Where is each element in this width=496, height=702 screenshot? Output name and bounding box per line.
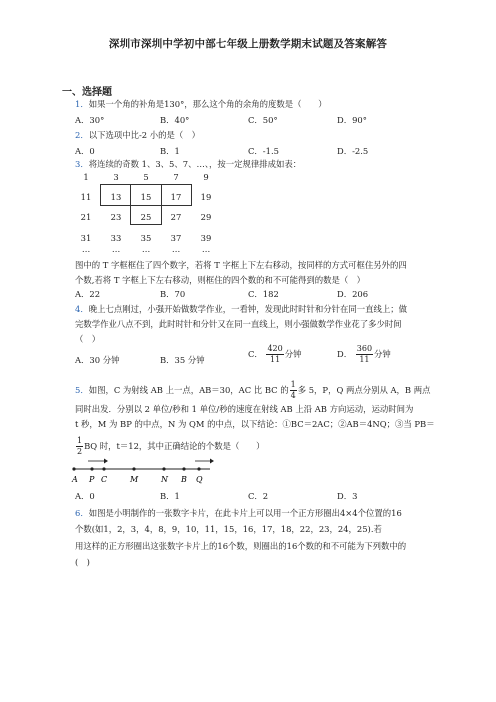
table-cell: 29 xyxy=(200,212,212,222)
section-heading: 一、选择题 xyxy=(62,87,112,98)
option-label: D． xyxy=(337,349,353,359)
fraction xyxy=(76,436,83,457)
question-text: 晚上七点刚过，小强开始做数学作业，一看钟，发现此时时针和分针在同一直线上；做 xyxy=(88,304,407,314)
option-b: B．40° xyxy=(160,115,190,125)
numerator: 420 xyxy=(267,344,283,353)
option-d xyxy=(337,344,391,365)
table-cell: 9 xyxy=(203,172,209,182)
question-text: ( ) xyxy=(75,557,90,567)
question-text: 个数,若将 T 字框上下左右移动，则框住的四个数的和不可能得到的数是（ ） xyxy=(75,275,365,285)
question-number: 4． xyxy=(75,304,89,314)
question-text: t 秒，M 为 BP 的中点，N 为 QM 的中点，以下结论：①BC＝2AC；②AB＝4NQ；③当 PB＝ xyxy=(75,419,435,429)
option-c: C．50° xyxy=(248,115,278,125)
table-cell: 3 xyxy=(113,172,119,182)
option-d: D．206 xyxy=(337,289,369,299)
option-c: C．182 xyxy=(248,289,279,299)
option-a: A．30° xyxy=(75,115,105,125)
option-c: C．-1.5 xyxy=(248,146,279,156)
denominator: 11 xyxy=(270,355,281,364)
table-cell: … xyxy=(201,244,211,254)
question-number: 3． xyxy=(75,159,89,169)
page-title: 深圳市深圳中学初中部七年级上册数学期末试题及答案解答 xyxy=(108,38,388,50)
fraction xyxy=(356,344,373,365)
question-text: 如图，C 为射线 AB 上一点，AB＝30，AC 比 BC 的 xyxy=(88,385,289,395)
table-cell: … xyxy=(81,244,91,254)
fraction xyxy=(290,380,297,401)
question-number: 5． xyxy=(75,385,89,395)
question-text: 完数学作业八点不到，此时时针和分针又在同一直线上，则小强做数学作业花了多少时间 xyxy=(75,319,402,329)
question-2 xyxy=(75,127,200,143)
numerator: 1 xyxy=(77,436,83,445)
option-a: A．30 分钟 xyxy=(75,355,120,365)
question-5 xyxy=(75,380,431,401)
ray-diagram xyxy=(70,456,230,486)
question-number: 6． xyxy=(75,508,89,518)
unit: 分钟 xyxy=(284,349,302,359)
fraction xyxy=(266,344,283,365)
numerator: 1 xyxy=(290,380,296,389)
label-m: M xyxy=(130,475,139,484)
point-m xyxy=(132,467,135,470)
label-n: N xyxy=(161,475,168,484)
option-label: C． xyxy=(248,349,263,359)
table-cell: 25 xyxy=(140,212,152,222)
label-a: A xyxy=(72,475,78,484)
table-cell: 31 xyxy=(80,233,92,243)
option-b: B．35 分钟 xyxy=(160,355,205,365)
table-cell: 27 xyxy=(170,212,182,222)
option-c: C．2 xyxy=(248,491,269,501)
question-text: 图中的 T 字框框住了四个数字，若将 T 字框上下左右移动，按同样的方式可框住另外的四 xyxy=(75,260,407,270)
option-a: A．0 xyxy=(75,146,95,156)
table-cell: 21 xyxy=(80,212,92,222)
table-cell: … xyxy=(171,244,181,254)
table-cell: 7 xyxy=(173,172,179,182)
question-text: 多 5，P，Q 两点分别从 A，B 两点 xyxy=(297,385,431,395)
table-cell: 17 xyxy=(170,192,182,202)
question-3 xyxy=(75,156,301,172)
question-text: 如图是小明制作的一张数字卡片，在此卡片上可以用一个正方形圈出4×4个位置的16 xyxy=(88,508,402,518)
question-text: 以下选项中比-2 小的是（ ） xyxy=(88,130,201,140)
table-cell: 39 xyxy=(200,233,212,243)
question-text: 将连续的奇数 1、3、5、7、…、，按一定规律排成如表： xyxy=(88,159,302,169)
numerator: 360 xyxy=(356,344,373,353)
option-a: A．0 xyxy=(75,491,95,501)
option-b: B．1 xyxy=(160,491,180,501)
question-5-line-4 xyxy=(75,436,265,457)
table-cell: 15 xyxy=(140,192,152,202)
question-text: 同时出发．分别以 2 单位/秒和 1 单位/秒的速度在射线 AB 上沿 AB 方向运动，运动时间为 xyxy=(75,404,414,414)
option-c xyxy=(248,344,302,365)
point-c xyxy=(102,467,105,470)
table-cell: 1 xyxy=(83,172,89,182)
question-number: 2． xyxy=(75,130,89,140)
table-cell: 11 xyxy=(80,192,92,202)
question-text: 用这样的正方形圈出这张数字卡片上的16个数，则圈出的16个数的和不可能为下列数中的 xyxy=(75,541,407,551)
option-d: D．3 xyxy=(337,491,358,501)
question-1 xyxy=(75,96,327,112)
option-a: A．22 xyxy=(75,289,101,299)
option-d: D．90° xyxy=(337,115,367,125)
point-q xyxy=(197,467,200,470)
point-n xyxy=(162,467,165,470)
table-cell: 23 xyxy=(110,212,122,222)
question-text: BQ 时，t＝12，其中正确结论的个数是（ ） xyxy=(84,441,265,451)
table-cell: … xyxy=(111,244,121,254)
table-cell: 5 xyxy=(143,172,149,182)
label-p: P xyxy=(89,475,95,484)
point-p xyxy=(90,467,93,470)
denominator: 2 xyxy=(77,447,83,456)
option-d: D．-2.5 xyxy=(337,146,369,156)
question-6 xyxy=(75,505,402,521)
question-number: 1． xyxy=(75,99,89,109)
arrow-q-head xyxy=(210,459,214,464)
label-c: C xyxy=(101,475,108,484)
table-cell: 35 xyxy=(140,233,152,243)
point-a xyxy=(72,467,75,470)
label-b: B xyxy=(181,475,187,484)
label-q: Q xyxy=(196,475,203,484)
denominator: 4 xyxy=(290,391,296,400)
point-b xyxy=(182,467,185,470)
table-cell: 19 xyxy=(200,192,212,202)
denominator: 11 xyxy=(359,355,370,364)
table-cell: … xyxy=(141,244,151,254)
table-cell: 33 xyxy=(110,233,122,243)
arrow-p-head xyxy=(104,459,108,464)
table-cell: 37 xyxy=(170,233,182,243)
question-4 xyxy=(75,301,407,317)
question-text: （ ） xyxy=(75,334,101,344)
option-b: B．1 xyxy=(160,146,180,156)
question-text: 如果一个角的补角是130°，那么这个角的余角的度数是（ ） xyxy=(88,99,327,109)
table-cell: 13 xyxy=(110,192,122,202)
option-b: B．70 xyxy=(160,289,186,299)
unit: 分钟 xyxy=(374,349,391,359)
question-text: 个数(如1，2，3，4，8，9，10，11，15，16，17，18，22，23，24，25).若 xyxy=(75,524,382,534)
